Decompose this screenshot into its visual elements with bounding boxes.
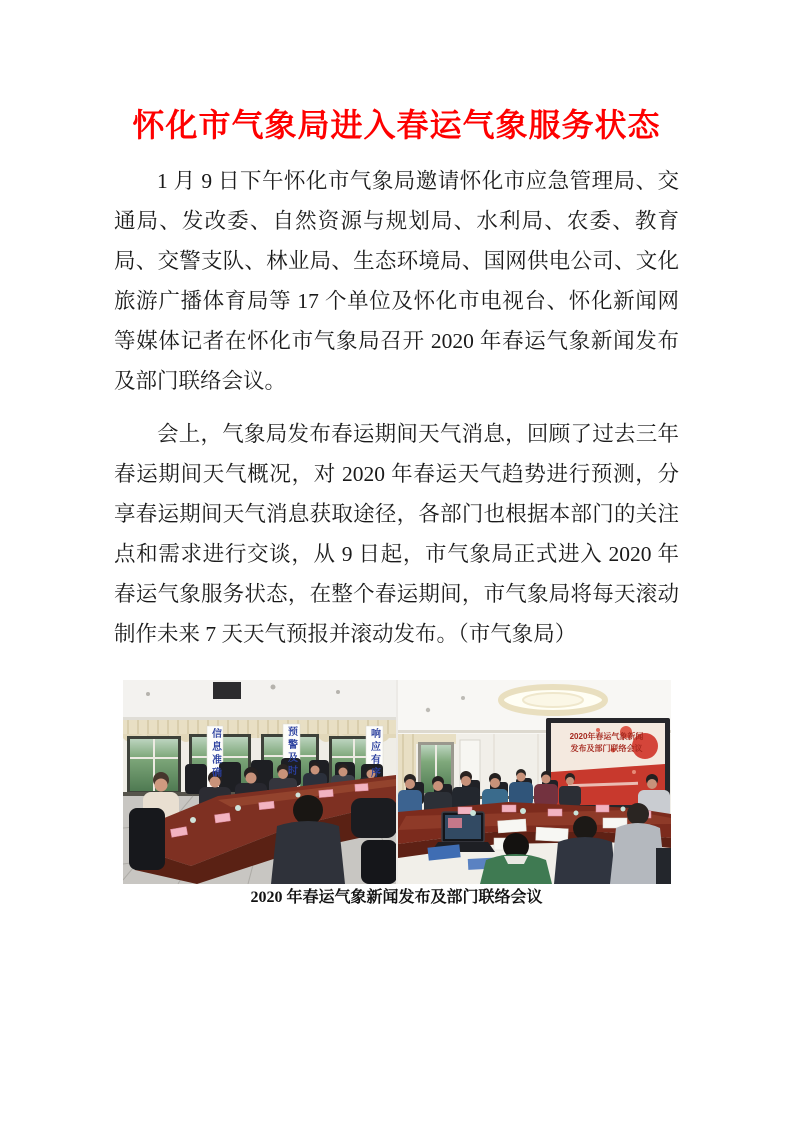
meeting-photo bbox=[123, 680, 671, 884]
article-paragraph-1: 1 月 9 日下午怀化市气象局邀请怀化市应急管理局、交通局、发改委、自然资源与规划局、水利局、农委、教育局、交警支队、林业局、生态环境局、国网供电公司、文化旅游广播体育局等 17 个单位及怀化市电视台、怀化新闻网等媒体记者在怀化市气象局召开 2020 年春运气象新闻发布及部门联络会议。 bbox=[114, 169, 679, 393]
photo-banner-text-2: 预警及时 bbox=[285, 726, 297, 778]
screen-slide-title bbox=[553, 731, 661, 755]
left-photo-panel bbox=[123, 680, 397, 884]
photo-seam bbox=[396, 680, 398, 884]
article-title: 怀化市气象局进入春运气象服务状态 bbox=[132, 107, 661, 143]
right-photo-panel bbox=[398, 680, 671, 884]
article-paragraph-2: 会上，气象局发布春运期间天气消息，回顾了过去三年春运期间天气概况，对 2020 年春运天气趋势进行预测，分享春运期间天气消息获取途径，各部门也根据本部门的关注点和需求进行交谈，从 9 日起，市气象局正式进入 2020 年春运气象服务状态，在整个春运期间，市气象局将每天滚动制作未来 7 天天气预报并滚动发布。（市气象局） bbox=[114, 422, 679, 646]
ceiling-ring-light bbox=[501, 687, 605, 713]
screen-slide-title-line2: 发布及部门联络会议 bbox=[570, 744, 643, 753]
ceiling-speaker bbox=[213, 682, 241, 699]
article-body bbox=[114, 161, 679, 654]
photo-banner-text-1: 信息准确 bbox=[209, 728, 221, 780]
photo-caption: 2020 年春运气象新闻发布及部门联络会议 bbox=[250, 889, 543, 906]
meeting-photo-figure bbox=[123, 680, 671, 908]
screen-slide-title-line1: 2020年春运气象新闻 bbox=[569, 732, 644, 741]
photo-banner-text-3: 响应有序 bbox=[368, 728, 380, 780]
meeting-photo-illustration bbox=[123, 680, 671, 884]
